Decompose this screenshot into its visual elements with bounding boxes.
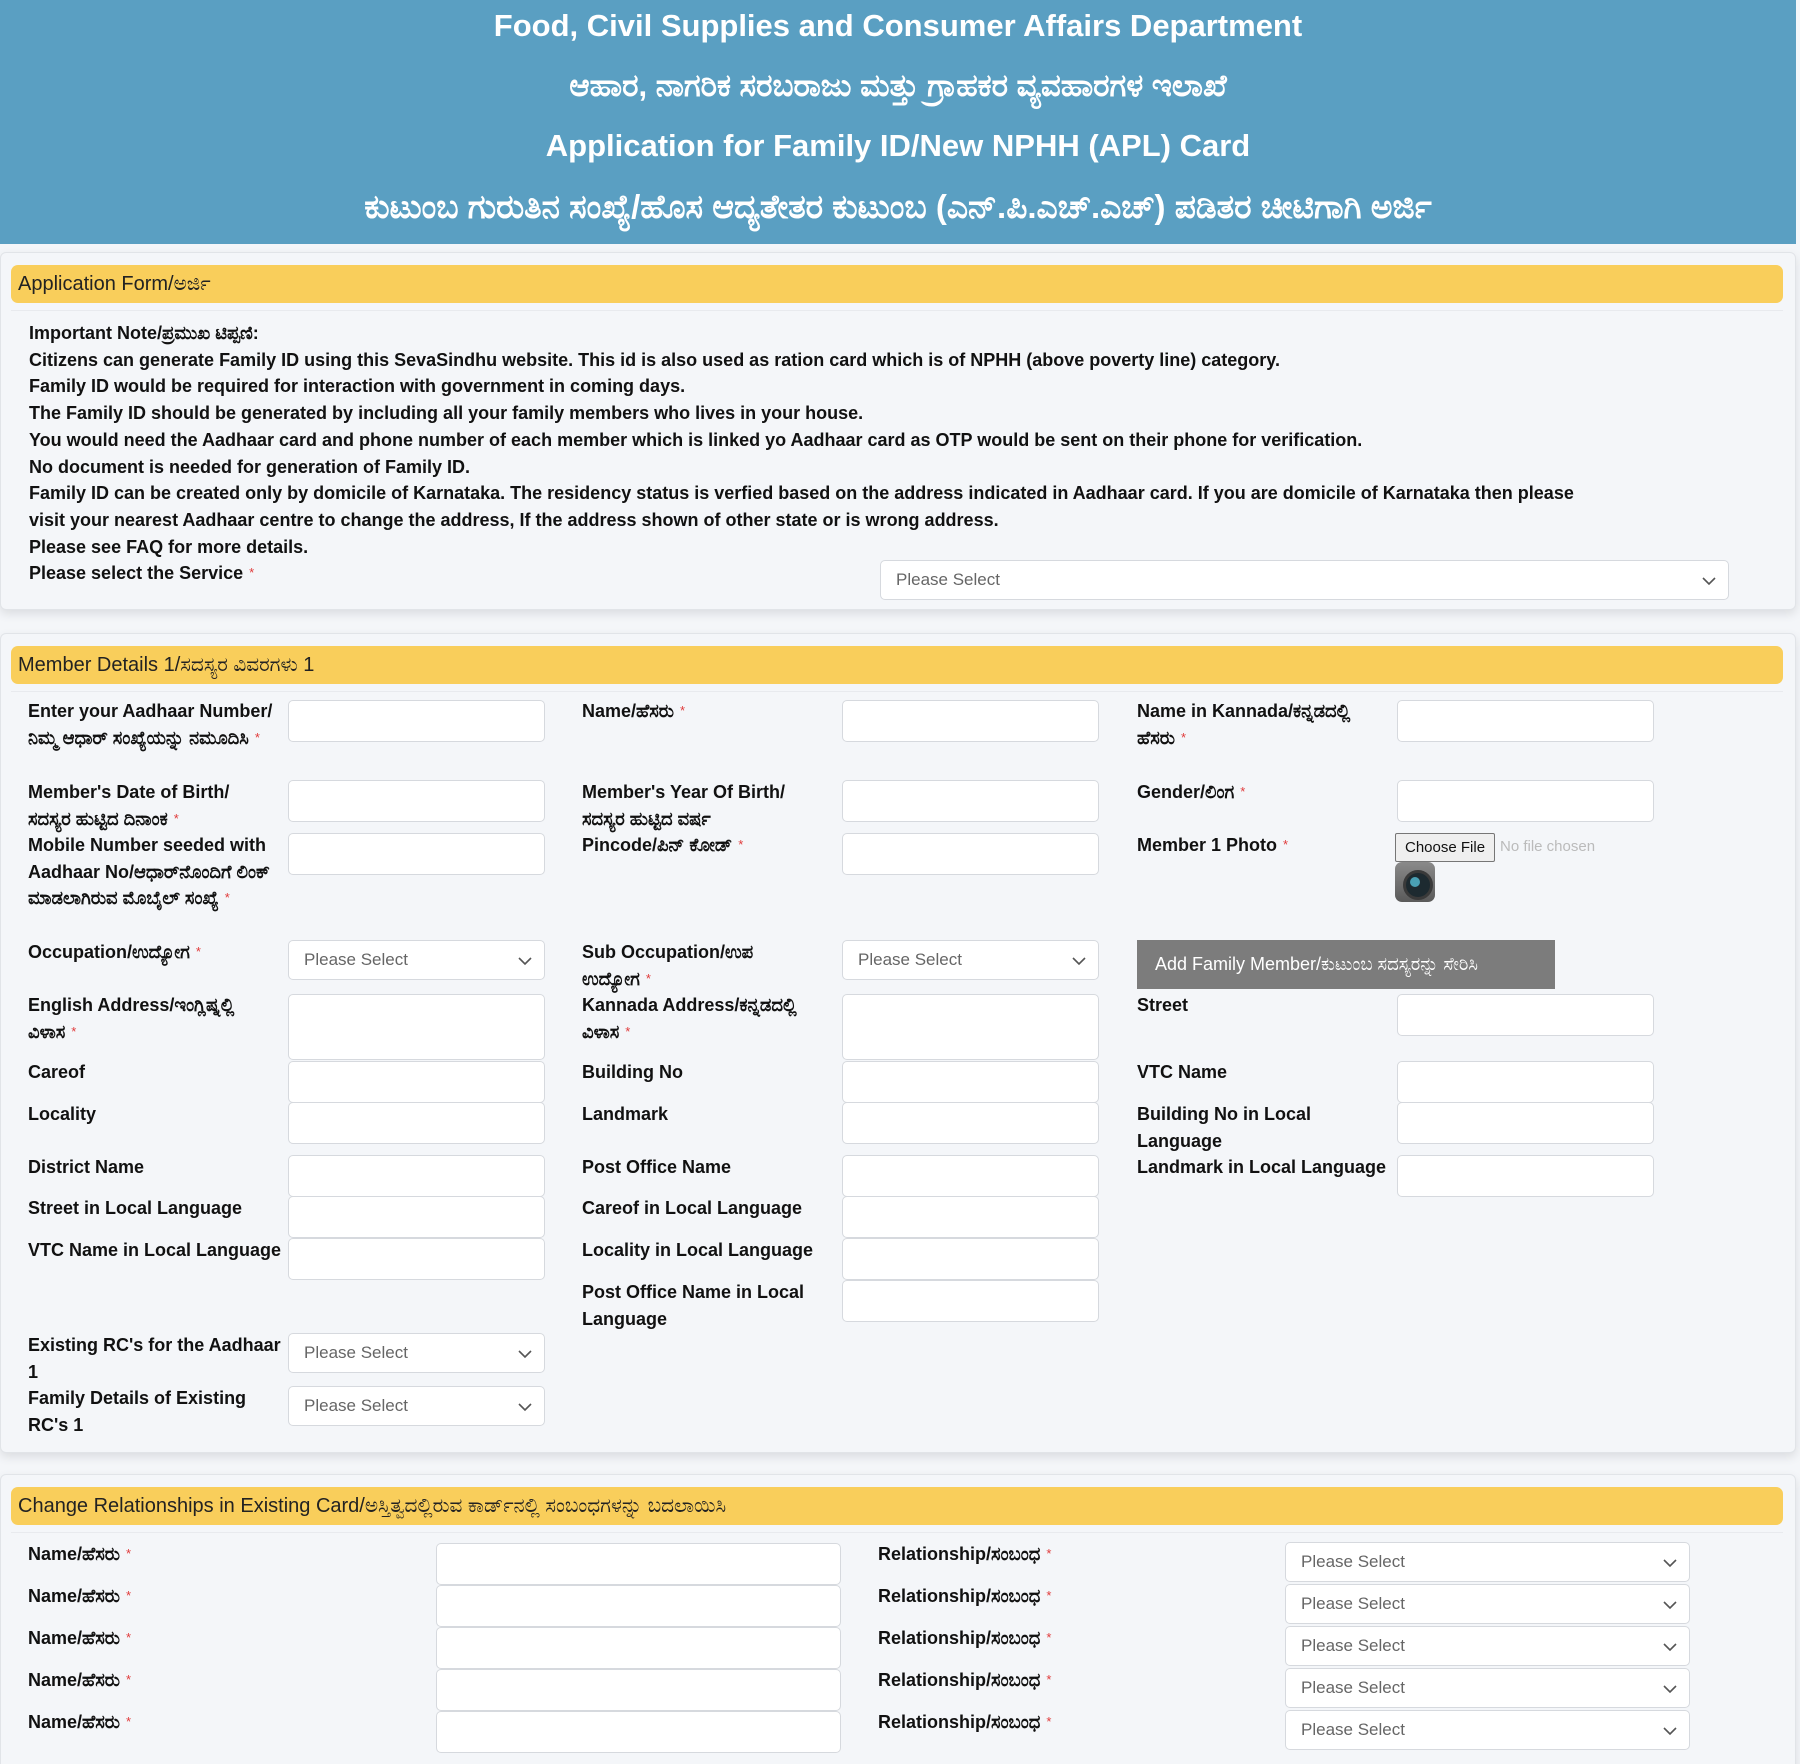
relationship-label: Relationship/ಸಂಬಂಧ * bbox=[878, 1712, 1052, 1732]
service-select[interactable]: Please Select bbox=[880, 560, 1729, 600]
post-office-local-input[interactable] bbox=[842, 1280, 1099, 1322]
mobile-input[interactable] bbox=[288, 833, 545, 875]
rel-name-input[interactable] bbox=[436, 1711, 841, 1753]
divider bbox=[11, 691, 1783, 692]
required-marker: * bbox=[1240, 784, 1246, 799]
locality-local-label: Locality in Local Language bbox=[582, 1240, 814, 1260]
note-line: Family ID would be required for interaction with government in coming days. bbox=[29, 376, 686, 397]
name-label: Name/ಹೆಸರು * bbox=[582, 701, 686, 721]
yob-input[interactable] bbox=[842, 780, 1099, 822]
kannada-address-label: Kannada Address/ಕನ್ನಡದಲ್ಲಿ ವಿಳಾಸ * bbox=[582, 995, 797, 1042]
gender-label: Gender/ಲಿಂಗ * bbox=[1137, 782, 1246, 802]
required-marker: * bbox=[1046, 1630, 1052, 1645]
street-label: Street bbox=[1137, 995, 1189, 1015]
application-title-en: Application for Family ID/New NPHH (APL) Card bbox=[545, 128, 1251, 163]
landmark-local-input[interactable] bbox=[1397, 1155, 1654, 1197]
required-marker: * bbox=[1046, 1672, 1052, 1687]
english-address-input[interactable] bbox=[288, 994, 545, 1060]
note-line: Important Note/ಪ್ರಮುಖ ಟಿಪ್ಪಣಿ: bbox=[29, 323, 259, 343]
yob-label: Member's Year Of Birth/ ಸದಸ್ಯರ ಹುಟ್ಟಿದ ವರ್ಷ bbox=[582, 782, 786, 829]
rel-name-label: Name/ಹೆಸರು * bbox=[28, 1628, 132, 1648]
rel-name-input[interactable] bbox=[436, 1669, 841, 1711]
relationship-select[interactable]: Please Select bbox=[1285, 1626, 1690, 1666]
occupation-label: Occupation/ಉದ್ಯೋಗ * bbox=[28, 942, 201, 962]
existing-rc-select[interactable]: Please Select bbox=[288, 1333, 545, 1373]
required-marker: * bbox=[1283, 837, 1289, 852]
required-marker: * bbox=[645, 970, 651, 986]
required-marker: * bbox=[71, 1023, 77, 1039]
rel-name-label: Name/ಹೆಸರು * bbox=[28, 1544, 132, 1564]
aadhaar-label: Enter your Aadhaar Number/ ನಿಮ್ಮ ಆಧಾರ್ ಸಂಖ್ಯೆಯನ್ನು ನಮೂದಿಸಿ * bbox=[28, 701, 273, 748]
post-office-input[interactable] bbox=[842, 1155, 1099, 1197]
sub-occupation-select[interactable]: Please Select bbox=[842, 940, 1099, 980]
chevron-down-icon bbox=[1663, 1556, 1677, 1570]
add-family-member-button[interactable]: Add Family Member/ಕುಟುಂಬ ಸದಸ್ಯರನ್ನು ಸೇರಿಸಿ bbox=[1137, 940, 1555, 989]
required-marker: * bbox=[126, 1672, 132, 1687]
landmark-local-label: Landmark in Local Language bbox=[1137, 1157, 1387, 1177]
required-marker: * bbox=[625, 1023, 631, 1039]
relationship-select[interactable]: Please Select bbox=[1285, 1584, 1690, 1624]
name-kannada-input[interactable] bbox=[1397, 700, 1654, 742]
chevron-down-icon bbox=[1663, 1682, 1677, 1696]
chevron-down-icon bbox=[518, 1400, 532, 1414]
required-marker: * bbox=[1181, 729, 1187, 745]
chevron-down-icon bbox=[1072, 954, 1086, 968]
kannada-address-input[interactable] bbox=[842, 994, 1099, 1060]
photo-label: Member 1 Photo * bbox=[1137, 835, 1289, 855]
rel-name-label: Name/ಹೆಸರು * bbox=[28, 1670, 132, 1690]
department-title-kn: ಆಹಾರ, ನಾಗರಿಕ ಸರಬರಾಜು ಮತ್ತು ಗ್ರಾಹಕರ ವ್ಯವಹಾರಗಳ ಇಲಾಖೆ bbox=[569, 68, 1227, 103]
application-form-card bbox=[0, 252, 1796, 610]
dob-label: Member's Date of Birth/ ಸದಸ್ಯರ ಹುಟ್ಟಿದ ದಿನಾಂಕ * bbox=[28, 782, 230, 829]
aadhaar-input[interactable] bbox=[288, 700, 545, 742]
required-marker: * bbox=[126, 1630, 132, 1645]
rel-name-label: Name/ಹೆಸರು * bbox=[28, 1586, 132, 1606]
street-local-label: Street in Local Language bbox=[28, 1198, 243, 1218]
chevron-down-icon bbox=[518, 1347, 532, 1361]
note-line: Citizens can generate Family ID using this SevaSindhu website. This id is also used as ration card which is of NPHH (above poverty line) category. bbox=[29, 349, 1280, 370]
required-marker: * bbox=[126, 1588, 132, 1603]
required-marker: * bbox=[249, 565, 255, 581]
locality-local-input[interactable] bbox=[842, 1238, 1099, 1280]
required-marker: * bbox=[1046, 1588, 1052, 1603]
chevron-down-icon bbox=[1663, 1724, 1677, 1738]
vtc-name-input[interactable] bbox=[1397, 1061, 1654, 1103]
note-line: No document is needed for generation of Family ID. bbox=[29, 456, 471, 477]
existing-rc-label: Existing RC's for the Aadhaar 1 bbox=[28, 1335, 281, 1382]
important-note bbox=[29, 320, 1574, 587]
district-name-label: District Name bbox=[28, 1157, 145, 1177]
divider bbox=[11, 310, 1783, 311]
rel-name-input[interactable] bbox=[436, 1585, 841, 1627]
relationship-label: Relationship/ಸಂಬಂಧ * bbox=[878, 1586, 1052, 1606]
english-address-label: English Address/ಇಂಗ್ಲಿಷ್ನಲ್ಲಿ ವಿಳಾಸ * bbox=[28, 995, 235, 1042]
note-line: The Family ID should be generated by including all your family members who lives in your house. bbox=[29, 403, 864, 424]
note-line: Please see FAQ for more details. bbox=[29, 536, 309, 557]
vtc-name-label: VTC Name bbox=[1137, 1062, 1228, 1082]
mobile-label: Mobile Number seeded with Aadhaar No/ಆಧಾರ್‌ನೊಂದಿಗೆ ಲಿಂಕ್ ಮಾಡಲಾಗಿರುವ ಮೊಬೈಲ್ ಸಂಖ್ಯೆ * bbox=[28, 835, 270, 908]
landmark-input[interactable] bbox=[842, 1102, 1099, 1144]
pincode-input[interactable] bbox=[842, 833, 1099, 875]
landmark-label: Landmark bbox=[582, 1104, 669, 1124]
post-office-label: Post Office Name bbox=[582, 1157, 732, 1177]
required-marker: * bbox=[126, 1546, 132, 1561]
required-marker: * bbox=[254, 729, 260, 745]
chevron-down-icon bbox=[1702, 574, 1716, 588]
application-form-heading: Application Form/ಅರ್ಜಿ bbox=[11, 265, 1783, 303]
department-title-en: Food, Civil Supplies and Consumer Affairs Department bbox=[493, 8, 1303, 43]
page-header bbox=[0, 0, 1796, 244]
chevron-down-icon bbox=[1663, 1598, 1677, 1612]
change-relationships-heading: Change Relationships in Existing Card/ಅಸ್ತಿತ್ವದಲ್ಲಿರುವ ಕಾರ್ಡ್‌ನಲ್ಲಿ ಸಂಬಂಧಗಳನ್ನು ಬದಲಾಯಿಸಿ bbox=[11, 1487, 1783, 1525]
building-no-input[interactable] bbox=[842, 1061, 1099, 1103]
relationship-select[interactable]: Please Select bbox=[1285, 1668, 1690, 1708]
required-marker: * bbox=[680, 703, 686, 718]
building-no-label: Building No bbox=[582, 1062, 683, 1082]
vtc-local-label: VTC Name in Local Language bbox=[28, 1240, 282, 1260]
application-title-kn: ಕುಟುಂಬ ಗುರುತಿನ ಸಂಖ್ಯೆ/ಹೊಸ ಆದ್ಯತೇತರ ಕುಟುಂಬ (ಎನ್.ಪಿ.ಎಚ್.ಎಚ್) ಪಡಿತರ ಚೀಟಿಗಾಗಿ ಅರ್ಜಿ bbox=[364, 188, 1432, 225]
choose-file-button[interactable]: Choose File bbox=[1395, 833, 1495, 862]
service-label: Please select the Service * bbox=[29, 563, 255, 584]
required-marker: * bbox=[1046, 1546, 1052, 1561]
relationship-select[interactable]: Please Select bbox=[1285, 1542, 1690, 1582]
relationship-label: Relationship/ಸಂಬಂಧ * bbox=[878, 1628, 1052, 1648]
rel-name-input[interactable] bbox=[436, 1543, 841, 1585]
locality-label: Locality bbox=[28, 1104, 97, 1124]
pincode-label: Pincode/ಪಿನ್ ಕೋಡ್ * bbox=[582, 835, 744, 855]
sub-occupation-label: Sub Occupation/ಉಪ ಉದ್ಯೋಗ * bbox=[582, 942, 754, 989]
gender-input[interactable] bbox=[1397, 780, 1654, 822]
camera-icon[interactable] bbox=[1395, 862, 1435, 902]
required-marker: * bbox=[173, 810, 179, 826]
careof-local-input[interactable] bbox=[842, 1196, 1099, 1238]
required-marker: * bbox=[126, 1714, 132, 1729]
street-input[interactable] bbox=[1397, 994, 1654, 1036]
careof-input[interactable] bbox=[288, 1061, 545, 1103]
district-name-input[interactable] bbox=[288, 1155, 545, 1197]
required-marker: * bbox=[195, 944, 201, 959]
rel-name-input[interactable] bbox=[436, 1627, 841, 1669]
careof-label: Careof bbox=[28, 1062, 86, 1082]
divider bbox=[11, 1532, 1783, 1533]
required-marker: * bbox=[1046, 1714, 1052, 1729]
note-line: visit your nearest Aadhaar centre to change the address, If the address shown of other state or is wrong address. bbox=[29, 509, 999, 530]
occupation-select[interactable]: Please Select bbox=[288, 940, 545, 980]
vtc-local-input[interactable] bbox=[288, 1238, 545, 1280]
relationship-label: Relationship/ಸಂಬಂಧ * bbox=[878, 1544, 1052, 1564]
street-local-input[interactable] bbox=[288, 1196, 545, 1238]
post-office-local-label: Post Office Name in Local Language bbox=[582, 1282, 805, 1329]
member-details-heading: Member Details 1/ಸದಸ್ಯರ ವಿವರಗಳು 1 bbox=[11, 646, 1783, 684]
family-existing-rc-select[interactable]: Please Select bbox=[288, 1386, 545, 1426]
name-input[interactable] bbox=[842, 700, 1099, 742]
careof-local-label: Careof in Local Language bbox=[582, 1198, 803, 1218]
required-marker: * bbox=[224, 890, 230, 905]
file-status: No file chosen bbox=[1500, 838, 1596, 855]
rel-name-label: Name/ಹೆಸರು * bbox=[28, 1712, 132, 1732]
relationship-select[interactable]: Please Select bbox=[1285, 1710, 1690, 1750]
chevron-down-icon bbox=[518, 954, 532, 968]
relationship-label: Relationship/ಸಂಬಂಧ * bbox=[878, 1670, 1052, 1690]
required-marker: * bbox=[738, 837, 744, 852]
building-no-local-input[interactable] bbox=[1397, 1102, 1654, 1144]
locality-input[interactable] bbox=[288, 1102, 545, 1144]
family-existing-rc-label: Family Details of Existing RC's 1 bbox=[28, 1388, 247, 1435]
note-line: You would need the Aadhaar card and phone number of each member which is linked yo Aadhaar card as OTP would be sent on their phone for verification. bbox=[29, 429, 1363, 450]
dob-input[interactable] bbox=[288, 780, 545, 822]
building-no-local-label: Building No in Local Language bbox=[1137, 1104, 1311, 1151]
name-kannada-label: Name in Kannada/ಕನ್ನಡದಲ್ಲಿ ಹೆಸರು * bbox=[1137, 701, 1351, 748]
note-line: Family ID can be created only by domicile of Karnataka. The residency status is verfied based on the address indicated in Aadhaar card. If you are domicile of Karnataka then please bbox=[29, 483, 1574, 504]
chevron-down-icon bbox=[1663, 1640, 1677, 1654]
